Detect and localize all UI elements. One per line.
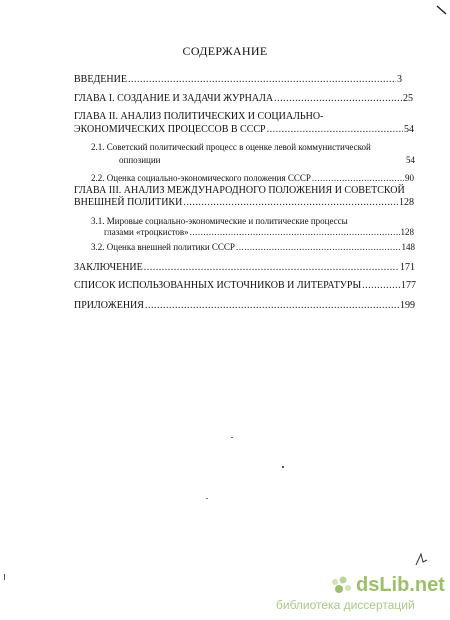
watermark-tagline: библиотека диссертаций xyxy=(276,598,415,612)
watermark-name: dsLib.net xyxy=(356,574,445,596)
toc-entry-label: 2.2. Оценка социально-экономического положения СССР xyxy=(91,173,311,183)
toc-page-number: 171 xyxy=(400,262,415,273)
toc-entry-chapter-2 xyxy=(74,124,414,135)
toc-entry-chapter-2-line1: ГЛАВА II. АНАЛИЗ ПОЛИТИЧЕСКИХ И СОЦИАЛЬНО- xyxy=(74,111,324,122)
toc-entry-conclusion xyxy=(74,262,415,273)
toc-entry-chapter-3 xyxy=(74,197,414,208)
toc-entry-label: ЗАКЛЮЧЕНИЕ xyxy=(74,262,143,273)
toc-entry-introduction xyxy=(74,74,402,85)
toc-entry-section-2-1 xyxy=(119,155,415,166)
toc-entry-chapter-1 xyxy=(74,93,413,104)
toc-entry-label: ВНЕШНЕЙ ПОЛИТИКИ xyxy=(74,197,183,208)
toc-entry-label: 3.2. Оценка внешней политики СССР xyxy=(91,242,235,252)
drops-icon xyxy=(330,576,354,598)
toc-entry-section-3-2 xyxy=(91,242,415,253)
toc-entry-label: ГЛАВА I. СОЗДАНИЕ И ЗАДАЧИ ЖУРНАЛА xyxy=(74,93,274,104)
toc-entry-section-3-1 xyxy=(104,227,414,238)
toc-page-number: 54 xyxy=(404,124,414,135)
toc-leader-dots xyxy=(144,262,399,273)
scan-speck xyxy=(282,466,284,468)
toc-page-number: 3 xyxy=(397,74,402,85)
toc-leader-dots xyxy=(274,93,402,104)
scan-corner-mark xyxy=(436,4,448,16)
page-title: СОДЕРЖАНИЕ xyxy=(182,44,268,58)
toc-page-number: 128 xyxy=(400,227,414,237)
watermark-logo xyxy=(276,574,446,614)
scan-pen-mark xyxy=(414,552,430,568)
toc-entry-appendices xyxy=(74,300,415,311)
toc-entry-label: ЭКОНОМИЧЕСКИХ ПРОЦЕССОВ В СССР xyxy=(74,124,266,135)
scan-speck xyxy=(206,498,208,499)
toc-page-number: 177 xyxy=(401,280,416,291)
toc-entry-section-2-2 xyxy=(91,173,414,184)
toc-entry-label: оппозиции xyxy=(119,155,161,165)
toc-entry-bibliography xyxy=(74,280,416,291)
toc-leader-dots xyxy=(362,280,400,291)
toc-entry-chapter-3-line1: ГЛАВА III. АНАЛИЗ МЕЖДУНАРОДНОГО ПОЛОЖЕНИЯ И СОВЕТСКОЙ xyxy=(74,185,405,196)
toc-entry-section-2-1-line1: 2.1. Советский политический процесс в оценке левой коммунистической xyxy=(91,142,371,152)
toc-leader-dots xyxy=(145,300,399,311)
toc-page-number: 90 xyxy=(405,173,414,183)
toc-leader-dots xyxy=(312,173,404,184)
toc-leader-dots xyxy=(267,124,403,135)
scan-speck xyxy=(231,437,233,438)
toc-entry-label: СПИСОК ИСПОЛЬЗОВАННЫХ ИСТОЧНИКОВ И ЛИТЕРАТУРЫ xyxy=(74,280,362,291)
toc-leader-dots xyxy=(236,242,401,253)
toc-leader-dots xyxy=(183,197,398,208)
toc-page-number: 25 xyxy=(403,93,413,104)
toc-entry-label: глазами «троцкистов» xyxy=(104,227,189,237)
toc-page-number: 148 xyxy=(401,242,415,252)
toc-page-number: 54 xyxy=(406,155,415,165)
toc-page-number: 128 xyxy=(399,197,414,208)
toc-entry-label: ПРИЛОЖЕНИЯ xyxy=(74,300,144,311)
toc-entry-section-3-1-line1: 3.1. Мировые социально-экономические и политические процессы xyxy=(91,216,348,226)
toc-entry-label: ВВЕДЕНИЕ xyxy=(74,74,127,85)
scan-speck xyxy=(4,574,5,580)
toc-page-number: 199 xyxy=(400,300,415,311)
toc-leader-dots xyxy=(128,74,396,85)
toc-leader-dots xyxy=(190,227,400,238)
